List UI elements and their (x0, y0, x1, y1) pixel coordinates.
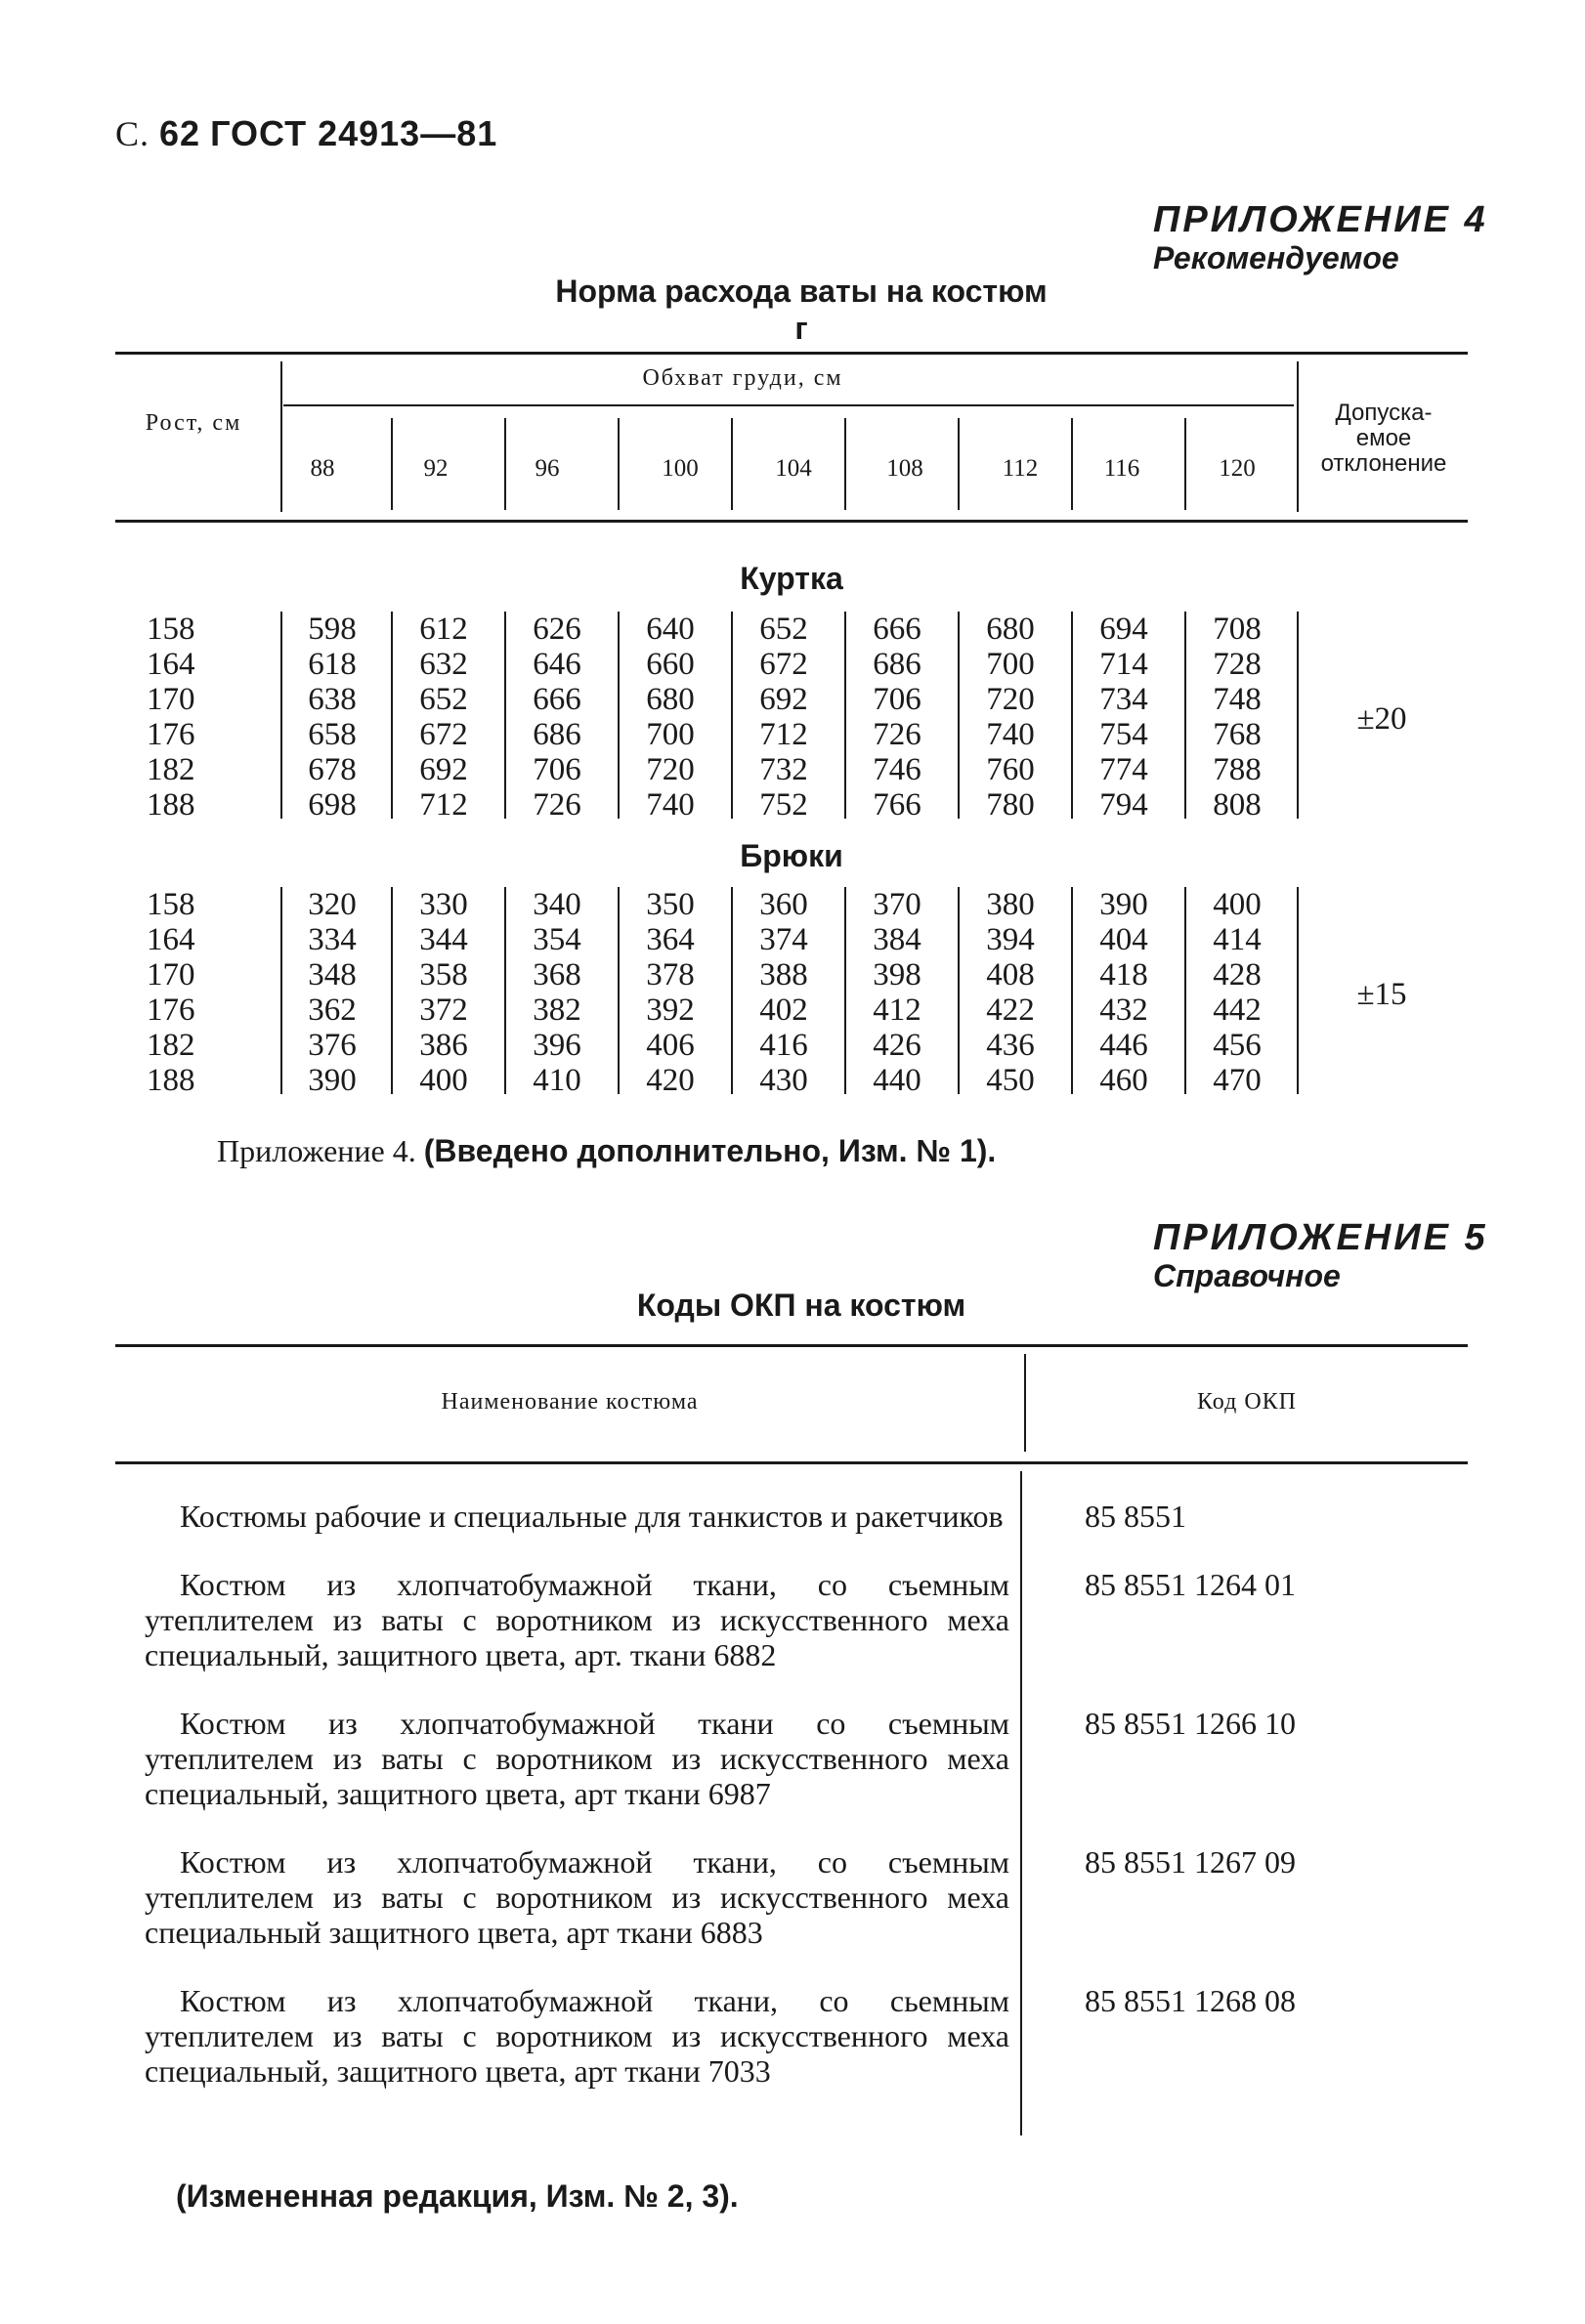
table-cell: 766 (873, 787, 921, 823)
trousers-vline (1184, 887, 1186, 1094)
chest-size-header: 92 (423, 455, 449, 482)
height-cell: 170 (147, 957, 195, 993)
height-column-header: Рост, см (145, 410, 242, 436)
table-cell: 362 (308, 993, 357, 1028)
height-cell: 176 (147, 993, 195, 1028)
chest-size-header: 104 (775, 455, 812, 482)
appendix4-title: ПРИЛОЖЕНИЕ 4 (1153, 199, 1488, 240)
table-cell: 456 (1213, 1028, 1262, 1063)
table1-hdr-vline (731, 418, 733, 510)
okp-code: 85 8551 1266 10 (1085, 1706, 1296, 1741)
jacket-vline (504, 612, 506, 819)
table-cell: 410 (533, 1063, 581, 1098)
table-cell: 340 (533, 887, 581, 922)
jacket-vline (1071, 612, 1073, 819)
chest-size-header: 112 (1002, 455, 1039, 482)
table-cell: 358 (419, 957, 468, 993)
jacket-vline (958, 612, 960, 819)
okp-row-name (145, 1706, 1009, 1811)
table-cell: 612 (419, 612, 468, 647)
table-cell: 360 (759, 887, 808, 922)
trousers-vline (391, 887, 393, 1094)
costume-name: Костюм из хлопчатобумажной ткани, со сьемным утеплителем из ваты с воротником из искусственного меха специальный, защитного цвета, арт ткани 7033 (145, 1983, 1009, 2089)
table-cell: 428 (1213, 957, 1262, 993)
table-cell: 672 (419, 717, 468, 752)
table-cell: 390 (308, 1063, 357, 1098)
table-cell: 446 (1099, 1028, 1148, 1063)
table-cell: 760 (986, 752, 1035, 787)
table-cell: 334 (308, 922, 357, 957)
table-cell: 686 (873, 647, 921, 682)
table-cell: 692 (419, 752, 468, 787)
trousers-vline (618, 887, 620, 1094)
okp-row-name (145, 1983, 1009, 2089)
height-cell: 170 (147, 682, 195, 717)
page-number: 62 (159, 113, 201, 153)
jacket-vline (280, 612, 282, 819)
table-cell: 706 (533, 752, 581, 787)
table-cell: 680 (646, 682, 695, 717)
trousers-vline (280, 887, 282, 1094)
okp-code: 85 8551 (1085, 1499, 1186, 1534)
chest-size-header: 116 (1103, 455, 1140, 482)
jacket-deviation: ±20 (1356, 701, 1407, 737)
table-cell: 658 (308, 717, 357, 752)
height-cell: 158 (147, 887, 195, 922)
table-cell: 398 (873, 957, 921, 993)
table-cell: 734 (1099, 682, 1148, 717)
table-cell: 678 (308, 752, 357, 787)
table1-hdr-vline (1297, 361, 1299, 512)
table-cell: 754 (1099, 717, 1148, 752)
table-cell: 368 (533, 957, 581, 993)
trousers-vline (1297, 887, 1299, 1094)
height-cell: 164 (147, 922, 195, 957)
jacket-vline (1297, 612, 1299, 819)
table-cell: 442 (1213, 993, 1262, 1028)
okp-code: 85 8551 1267 09 (1085, 1844, 1296, 1880)
appendix4-note-prefix: Приложение 4. (217, 1133, 416, 1168)
table-cell: 320 (308, 887, 357, 922)
table-cell: 692 (759, 682, 808, 717)
chest-size-header: 120 (1219, 455, 1256, 482)
page-prefix: С. (115, 114, 150, 153)
appendix4-type: Рекомендуемое (1153, 240, 1399, 275)
table-cell: 374 (759, 922, 808, 957)
table1-hdr-vline (280, 361, 282, 512)
table1-hdr-vline (618, 418, 620, 510)
table-cell: 418 (1099, 957, 1148, 993)
table-cell: 774 (1099, 752, 1148, 787)
table-cell: 780 (986, 787, 1035, 823)
table-cell: 354 (533, 922, 581, 957)
table-cell: 708 (1213, 612, 1262, 647)
table-cell: 402 (759, 993, 808, 1028)
okp-code: 85 8551 1268 08 (1085, 1983, 1296, 2018)
table-cell: 740 (646, 787, 695, 823)
table-cell: 706 (873, 682, 921, 717)
table-cell: 396 (533, 1028, 581, 1063)
table-cell: 632 (419, 647, 468, 682)
deviation-header-line: емое (1355, 425, 1412, 451)
table-cell: 380 (986, 887, 1035, 922)
table1-chest-rule (283, 404, 1294, 406)
section-title-trousers: Брюки (740, 838, 843, 873)
table-cell: 698 (308, 787, 357, 823)
appendix5-type: Справочное (1153, 1258, 1341, 1293)
table-cell: 732 (759, 752, 808, 787)
table-cell: 652 (759, 612, 808, 647)
okp-row-name (145, 1499, 1009, 1534)
height-cell: 158 (147, 612, 195, 647)
jacket-vline (391, 612, 393, 819)
table-cell: 788 (1213, 752, 1262, 787)
table-cell: 422 (986, 993, 1035, 1028)
costume-name: Костюм из хлопчатобумажной ткани, со съемным утеплителем из ваты с воротником из искусственного меха специальный защитного цвета, арт ткани 6883 (145, 1844, 1009, 1950)
jacket-vline (618, 612, 620, 819)
table-cell: 440 (873, 1063, 921, 1098)
trousers-vline (731, 887, 733, 1094)
height-cell: 188 (147, 787, 195, 823)
table-cell: 376 (308, 1028, 357, 1063)
appendix4-note (217, 1133, 996, 1169)
table-cell: 450 (986, 1063, 1035, 1098)
table-cell: 386 (419, 1028, 468, 1063)
table-cell: 700 (646, 717, 695, 752)
table-cell: 414 (1213, 922, 1262, 957)
table-cell: 404 (1099, 922, 1148, 957)
chest-size-header: 96 (535, 455, 560, 482)
height-cell: 182 (147, 752, 195, 787)
table-cell: 720 (986, 682, 1035, 717)
costume-name: Костюмы рабочие и специальные для танкистов и ракетчиков (180, 1499, 1004, 1534)
table-cell: 382 (533, 993, 581, 1028)
trousers-vline (958, 887, 960, 1094)
table2-top-rule (115, 1344, 1468, 1347)
trousers-vline (844, 887, 846, 1094)
table-cell: 666 (533, 682, 581, 717)
okp-row-name (145, 1567, 1009, 1672)
table1-header-bottom-rule (115, 520, 1468, 523)
table-cell: 752 (759, 787, 808, 823)
chest-column-header: Обхват груди, см (642, 365, 843, 391)
appendix5-title: ПРИЛОЖЕНИЕ 5 (1153, 1217, 1488, 1258)
table-cell: 646 (533, 647, 581, 682)
height-cell: 188 (147, 1063, 195, 1098)
table-cell: 598 (308, 612, 357, 647)
deviation-header-line: Допуска- (1335, 400, 1433, 426)
table-cell: 392 (646, 993, 695, 1028)
height-cell: 176 (147, 717, 195, 752)
table-cell: 400 (1213, 887, 1262, 922)
table-cell: 388 (759, 957, 808, 993)
table-cell: 660 (646, 647, 695, 682)
table-cell: 666 (873, 612, 921, 647)
table-cell: 384 (873, 922, 921, 957)
table-cell: 638 (308, 682, 357, 717)
appendix4-note-change: (Введено дополнительно, Изм. № 1). (423, 1133, 997, 1168)
table-cell: 460 (1099, 1063, 1148, 1098)
okp-code-header: Код ОКП (1196, 1389, 1297, 1415)
table-cell: 372 (419, 993, 468, 1028)
table-cell: 330 (419, 887, 468, 922)
table-cell: 470 (1213, 1063, 1262, 1098)
chest-size-header: 100 (662, 455, 699, 482)
table-cell: 740 (986, 717, 1035, 752)
table1-hdr-vline (1184, 418, 1186, 510)
table-cell: 350 (646, 887, 695, 922)
table-cell: 618 (308, 647, 357, 682)
table1-hdr-vline (958, 418, 960, 510)
table-cell: 412 (873, 993, 921, 1028)
table-cell: 394 (986, 922, 1035, 957)
table-cell: 436 (986, 1028, 1035, 1063)
table-cell: 370 (873, 887, 921, 922)
table-cell: 808 (1213, 787, 1262, 823)
jacket-vline (844, 612, 846, 819)
okp-code: 85 8551 1264 01 (1085, 1567, 1296, 1602)
table1-top-rule (115, 352, 1468, 355)
table-cell: 430 (759, 1063, 808, 1098)
section-title-jacket: Куртка (740, 561, 843, 596)
table-cell: 672 (759, 647, 808, 682)
table-cell: 794 (1099, 787, 1148, 823)
appendix5-change-note: (Измененная редакция, Изм. № 2, 3). (176, 2178, 739, 2214)
table-cell: 726 (533, 787, 581, 823)
table-cell: 426 (873, 1028, 921, 1063)
table-cell: 686 (533, 717, 581, 752)
chest-size-header: 108 (886, 455, 923, 482)
table-cell: 680 (986, 612, 1035, 647)
table-cell: 714 (1099, 647, 1148, 682)
table-cell: 768 (1213, 717, 1262, 752)
table-cell: 746 (873, 752, 921, 787)
table-cell: 344 (419, 922, 468, 957)
table-cell: 420 (646, 1063, 695, 1098)
trousers-vline (504, 887, 506, 1094)
table-cell: 364 (646, 922, 695, 957)
table-cell: 626 (533, 612, 581, 647)
appendix5-table-title: Коды ОКП на костюм (636, 1288, 966, 1323)
table-cell: 712 (759, 717, 808, 752)
table-cell: 432 (1099, 993, 1148, 1028)
table-cell: 726 (873, 717, 921, 752)
jacket-vline (731, 612, 733, 819)
table-cell: 720 (646, 752, 695, 787)
table-cell: 694 (1099, 612, 1148, 647)
table1-hdr-vline (844, 418, 846, 510)
appendix4-table-unit: г (794, 311, 808, 346)
page-header (115, 113, 497, 154)
chest-size-header: 88 (310, 455, 335, 482)
table-cell: 652 (419, 682, 468, 717)
deviation-column-header (1300, 401, 1468, 477)
trousers-vline (1071, 887, 1073, 1094)
costume-name-header: Наименование костюма (441, 1389, 699, 1415)
appendix4-table-title: Норма расхода ваты на костюм (555, 274, 1048, 309)
deviation-header-line: отклонение (1320, 450, 1447, 477)
jacket-vline (1184, 612, 1186, 819)
height-cell: 182 (147, 1028, 195, 1063)
costume-name: Костюм из хлопчатобумажной ткани со съемным утеплителем из ваты с воротником из искусственного меха специальный, защитного цвета, арт ткани 6987 (145, 1706, 1009, 1811)
table-cell: 640 (646, 612, 695, 647)
trousers-deviation: ±15 (1356, 977, 1407, 1012)
costume-name: Костюм из хлопчатобумажной ткани, со съемным утеплителем из ваты с воротником из искусственного меха специальный, защитного цвета, арт. ткани 6882 (145, 1567, 1009, 1672)
table-cell: 748 (1213, 682, 1262, 717)
table-cell: 712 (419, 787, 468, 823)
table-cell: 728 (1213, 647, 1262, 682)
table-cell: 408 (986, 957, 1035, 993)
table-cell: 400 (419, 1063, 468, 1098)
table2-body-vline (1020, 1471, 1022, 2135)
table-cell: 348 (308, 957, 357, 993)
table-cell: 416 (759, 1028, 808, 1063)
table-cell: 406 (646, 1028, 695, 1063)
standard-id: ГОСТ 24913—81 (210, 113, 498, 153)
table-cell: 378 (646, 957, 695, 993)
table-cell: 390 (1099, 887, 1148, 922)
table2-header-bottom-rule (115, 1461, 1468, 1464)
table-cell: 700 (986, 647, 1035, 682)
okp-row-name (145, 1844, 1009, 1950)
height-cell: 164 (147, 647, 195, 682)
